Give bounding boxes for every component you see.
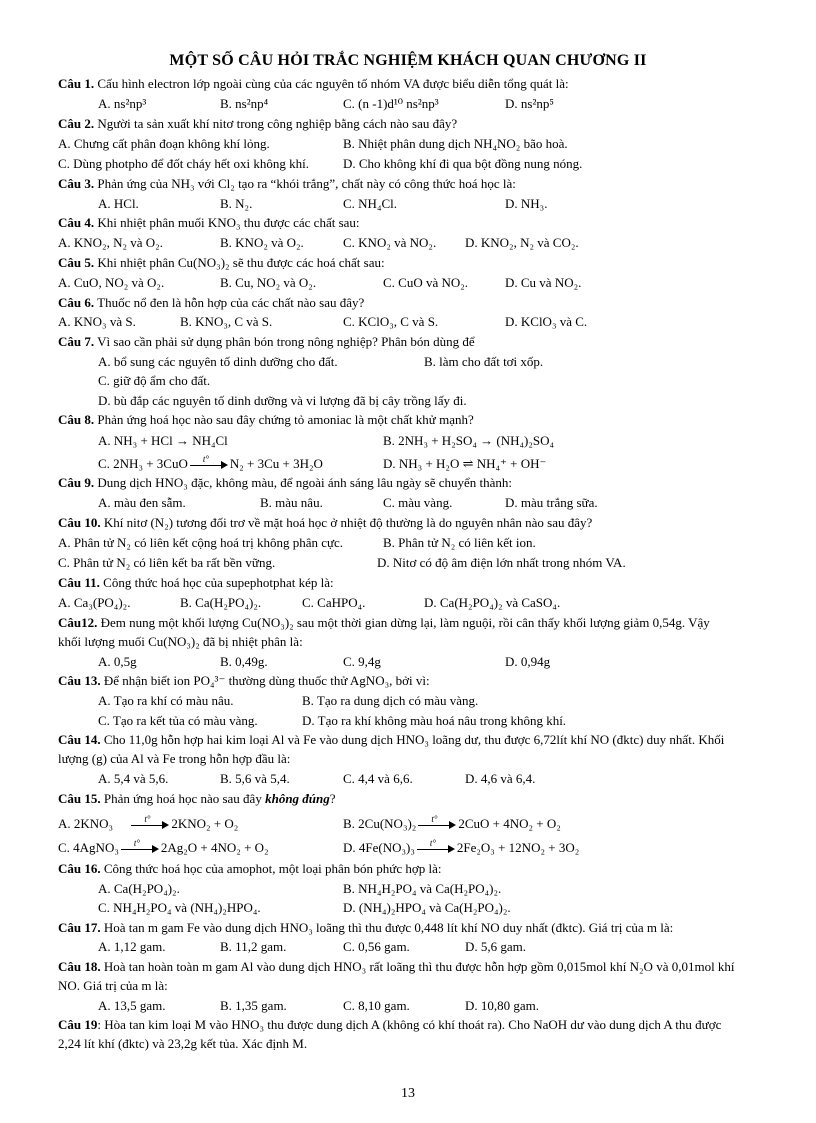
reactants: B. 2Cu(NO₃)₂ (343, 816, 417, 831)
option-d: D. bù đắp các nguyên tố dinh dưỡng và vi lượng đã bị cây trồng lấy đi. (98, 393, 467, 408)
option-a: A. màu đen sẫm. (98, 495, 186, 510)
heat-arrow-icon (418, 814, 456, 830)
option-b: B. 5,6 và 5,4. (220, 771, 290, 786)
question-label: Câu 5. (58, 255, 95, 270)
question-label: Câu12. (58, 615, 98, 630)
question-text: Phản ứng hoá học nào sau đây chứng tỏ amoniac là một chất khử mạnh? (97, 412, 474, 427)
option-d: D. Ca(H₂PO₄)₂ và CaSO₄. (424, 595, 561, 610)
question-text: Vì sao cần phải sử dụng phân bón trong nông nghiệp? Phân bón dùng để (97, 334, 475, 349)
option-c: C. NH₄Cl. (343, 196, 398, 211)
option-a: A. NH₃ + HCl → NH₄Cl (98, 433, 228, 448)
question-13 (58, 673, 430, 689)
option-a: A. Ca₃(PO₄)₂. (58, 595, 131, 610)
question-text-cont: NO. Giá trị của m là: (58, 978, 168, 993)
question-10 (58, 515, 592, 531)
option-c: C. Phân tử N₂ có liên kết ba rất bền vững. (58, 555, 276, 570)
option-b (343, 816, 561, 832)
option-c: C. 0,56 gam. (343, 939, 410, 954)
option-b: B. màu nâu. (260, 495, 323, 510)
question-label: Câu 13. (58, 673, 101, 688)
option-d: D. NH₃. (505, 196, 548, 211)
option-a: A. 13,5 gam. (98, 998, 166, 1013)
option-b: B. Cu, NO₂ và O₂. (220, 275, 317, 290)
option-c: C. KClO₃, C và S. (343, 314, 439, 329)
question-label: Câu 8. (58, 412, 95, 427)
emphasis-text: không đúng (265, 791, 330, 806)
question-7 (58, 334, 475, 350)
option-a: A. KNO₃ và S. (58, 314, 136, 329)
question-12 (58, 615, 710, 631)
products: 2KNO₂ + O₂ (171, 816, 239, 831)
products: N₂ + 3Cu + 3H₂O (229, 456, 323, 471)
arrow-label: t° (133, 838, 140, 849)
option-b: B. Nhiệt phân dung dịch NH₄NO₂ bão hoà. (343, 136, 568, 151)
question-label: Câu 10. (58, 515, 101, 530)
question-label: Câu 19 (58, 1017, 98, 1032)
option-a: A. HCl. (98, 196, 139, 211)
option-d: D. KClO₃ và C. (505, 314, 588, 329)
arrow-label: t° (429, 838, 436, 849)
arrow-label: t° (144, 814, 151, 825)
option-b: B. KNO₂ và O₂. (220, 235, 304, 250)
option-c: C. NH₄H₂PO₄ và (NH₄)₂HPO₄. (98, 900, 261, 915)
option-c: C. Dùng photpho để đốt cháy hết oxi không khí. (58, 156, 309, 171)
question-3 (58, 176, 516, 192)
question-text: Đem nung một khối lượng Cu(NO₃)₂ sau một thời gian dừng lại, làm nguội, rồi cân thấy khối lượng giảm 0,54g. Vậy (100, 615, 710, 630)
option-d: D. màu trắng sữa. (505, 495, 598, 510)
question-8 (58, 412, 474, 428)
question-text: Hoà tan m gam Fe vào dung dịch HNO₃ loãng thì thu được 0,448 lít khí NO duy nhất (đktc). Giá trị của m là: (103, 920, 674, 935)
reactants: C. 2NH₃ + 3CuO (98, 456, 188, 471)
question-5 (58, 255, 385, 271)
question-19 (58, 1017, 721, 1033)
option-d: D. Cu và NO₂. (505, 275, 582, 290)
question-label: Câu 15. (58, 791, 101, 806)
question-text: Người ta sản xuất khí nitơ trong công nghiệp bằng cách nào sau đây? (97, 116, 458, 131)
question-text: Công thức hoá học của amophot, một loại phân bón phức hợp là: (103, 861, 442, 876)
question-label: Câu 3. (58, 176, 95, 191)
option-d: D. ns²np⁵ (505, 96, 554, 111)
question-text-cont: 2,24 lít khí (đktc) và 23,2g kết tủa. Xác định M. (58, 1036, 308, 1051)
option-d: D. NH₃ + H₂O ⇌ NH₄⁺ + OH⁻ (383, 456, 547, 471)
products: 2CuO + 4NO₂ + O₂ (458, 816, 561, 831)
question-label: Câu 2. (58, 116, 95, 131)
option-b: B. 11,2 gam. (220, 939, 287, 954)
option-c: C. 9,4g (343, 654, 381, 669)
question-label: Câu 11. (58, 575, 100, 590)
option-b: B. ns²np⁴ (220, 96, 269, 111)
question-1 (58, 76, 569, 92)
question-9 (58, 475, 512, 491)
question-label: Câu 9. (58, 475, 95, 490)
option-d: D. 10,80 gam. (465, 998, 540, 1013)
option-c: C. KNO₂ và NO₂. (343, 235, 437, 250)
option-d: D. Nitơ có độ âm điện lớn nhất trong nhóm VA. (377, 555, 626, 570)
option-d: D. KNO₂, N₂ và CO₂. (465, 235, 579, 250)
option-c: C. 4,4 và 6,6. (343, 771, 413, 786)
option-a: A. CuO, NO₂ và O₂. (58, 275, 165, 290)
page-number: 13 (401, 1086, 415, 1101)
option-c: C. giữ độ ẩm cho đất. (98, 373, 211, 388)
question-6 (58, 295, 364, 311)
question-label: Câu 16. (58, 861, 101, 876)
option-b: B. 2NH₃ + H₂SO₄ → (NH₄)₂SO₄ (383, 433, 555, 448)
question-text: Khi nhiệt phân muối KNO₃ thu được các chất sau: (97, 215, 360, 230)
option-a: A. Phân tử N₂ có liên kết cộng hoá trị không phân cực. (58, 535, 344, 550)
heat-arrow-icon (131, 814, 169, 830)
question-4 (58, 215, 360, 231)
option-a: A. 0,5g (98, 654, 137, 669)
option-c: C. CaHPO₄. (302, 595, 366, 610)
page-title: MỘT SỐ CÂU HỎI TRẮC NGHIỆM KHÁCH QUAN CHƯƠNG II (169, 52, 647, 69)
option-d: D. 0,94g (505, 654, 551, 669)
question-label: Câu 1. (58, 76, 95, 91)
question-label: Câu 18. (58, 959, 101, 974)
option-b: B. Ca(H₂PO₄)₂. (180, 595, 262, 610)
option-d: D. (NH₄)₂HPO₄ và Ca(H₂PO₄)₂. (343, 900, 511, 915)
option-b: B. 0,49g. (220, 654, 268, 669)
question-text: Để nhận biết ion PO₄³⁻ thường dùng thuốc thử AgNO₃, bởi vì: (103, 673, 430, 688)
option-b: B. N₂. (220, 196, 253, 211)
question-text: Công thức hoá học của supephotphat kép là: (103, 575, 334, 590)
option-b: B. Phân tử N₂ có liên kết ion. (383, 535, 536, 550)
option-d: D. Cho không khí đi qua bột đồng nung nóng. (343, 156, 583, 171)
question-text: Dung dịch HNO₃ đặc, không màu, để ngoài ánh sáng lâu ngày sẽ chuyển thành: (97, 475, 513, 490)
option-a: A. 1,12 gam. (98, 939, 166, 954)
question-text: Khi nhiệt phân Cu(NO₃)₂ sẽ thu được các hoá chất sau: (97, 255, 385, 270)
option-a: A. 5,4 và 5,6. (98, 771, 169, 786)
option-a: A. Tạo ra khí có màu nâu. (98, 693, 234, 708)
heat-arrow-icon (121, 838, 159, 854)
option-b: B. NH₄H₂PO₄ và Ca(H₂PO₄)₂. (343, 881, 502, 896)
question-text: Thuốc nổ đen là hỗn hợp của các chất nào sau đây? (97, 295, 365, 310)
question-2 (58, 116, 457, 132)
option-c: C. 8,10 gam. (343, 998, 410, 1013)
option-b: B. KNO₃, C và S. (180, 314, 273, 329)
question-15 (58, 791, 336, 807)
option-c: C. màu vàng. (383, 495, 453, 510)
question-text: Phản ứng hoá học nào sau đây (103, 791, 262, 806)
question-text: Cấu hình electron lớp ngoài cùng của các nguyên tố nhóm VA được biểu diễn tổng quát là: (97, 76, 569, 91)
question-label: Câu 7. (58, 334, 95, 349)
option-b: B. làm cho đất tơi xốp. (424, 354, 544, 369)
reactants: A. 2KNO₃ (58, 816, 114, 831)
question-14 (58, 732, 724, 748)
option-d: D. 5,6 gam. (465, 939, 527, 954)
heat-arrow-icon (417, 838, 455, 854)
question-text: Cho 11,0g hỗn hợp hai kim loại Al và Fe vào dung dịch HNO₃ loãng dư, thu được 6,72lít khí NO (đktc) duy nhất. Khối (103, 732, 725, 747)
reactants: D. 4Fe(NO₃)₃ (343, 840, 415, 855)
option-d: D. 4,6 và 6,4. (465, 771, 536, 786)
option-a (58, 816, 238, 832)
option-c (98, 456, 323, 472)
option-c (58, 840, 269, 856)
question-label: Câu 4. (58, 215, 95, 230)
question-mark: ? (329, 791, 336, 806)
option-b: B. 1,35 gam. (220, 998, 287, 1013)
option-c: C. Tạo ra kết tủa có màu vàng. (98, 713, 258, 728)
option-d (343, 840, 579, 856)
question-text: Hoà tan hoàn toàn m gam Al vào dung dịch HNO₃ rất loãng thì thu được hỗn hợp gồm 0,015mol khí N₂O và 0,01mol khí (103, 959, 735, 974)
option-d: D. Tạo ra khí không màu hoá nâu trong không khí. (302, 713, 567, 728)
option-c: C. (n -1)d¹⁰ ns²np³ (343, 96, 439, 111)
question-text: Phản ứng của NH₃ với Cl₂ tạo ra “khói trắng”, chất này có công thức hoá học là: (97, 176, 516, 191)
question-text: Khí nitơ (N₂) tương đối trơ về mặt hoá học ở nhiệt độ thường là do nguyên nhân nào sau đây? (103, 515, 593, 530)
heat-arrow-icon (190, 454, 228, 470)
question-label: Câu 6. (58, 295, 95, 310)
question-label: Câu 14. (58, 732, 101, 747)
question-11 (58, 575, 334, 591)
question-text-cont: khối lượng muối Cu(NO₃)₂ đã bị nhiệt phân là: (58, 634, 303, 649)
products: 2Ag₂O + 4NO₂ + O₂ (160, 840, 269, 855)
products: 2Fe₂O₃ + 12NO₂ + 3O₂ (456, 840, 580, 855)
question-17 (58, 920, 673, 936)
arrow-label: t° (431, 814, 438, 825)
question-18 (58, 959, 735, 975)
option-a: A. ns²np³ (98, 96, 147, 111)
question-text-cont: lượng (g) của Al và Fe trong hỗn hợp đầu là: (58, 751, 291, 766)
arrow-label: t° (202, 454, 209, 465)
option-b: B. Tạo ra dung dịch có màu vàng. (302, 693, 479, 708)
option-a: A. KNO₂, N₂ và O₂. (58, 235, 163, 250)
option-a: A. bổ sung các nguyên tố dinh dưỡng cho đất. (98, 354, 338, 369)
option-c: C. CuO và NO₂. (383, 275, 469, 290)
question-text: : Hòa tan kim loại M vào HNO₃ thu được dung dịch A (không có khí thoát ra). Cho NaOH dư vào dung dịch A thu được (97, 1017, 722, 1032)
reactants: C. 4AgNO₃ (58, 840, 119, 855)
option-a: A. Ca(H₂PO₄)₂. (98, 881, 180, 896)
question-16 (58, 861, 441, 877)
option-a: A. Chưng cất phân đoạn không khí lỏng. (58, 136, 270, 151)
question-label: Câu 17. (58, 920, 101, 935)
